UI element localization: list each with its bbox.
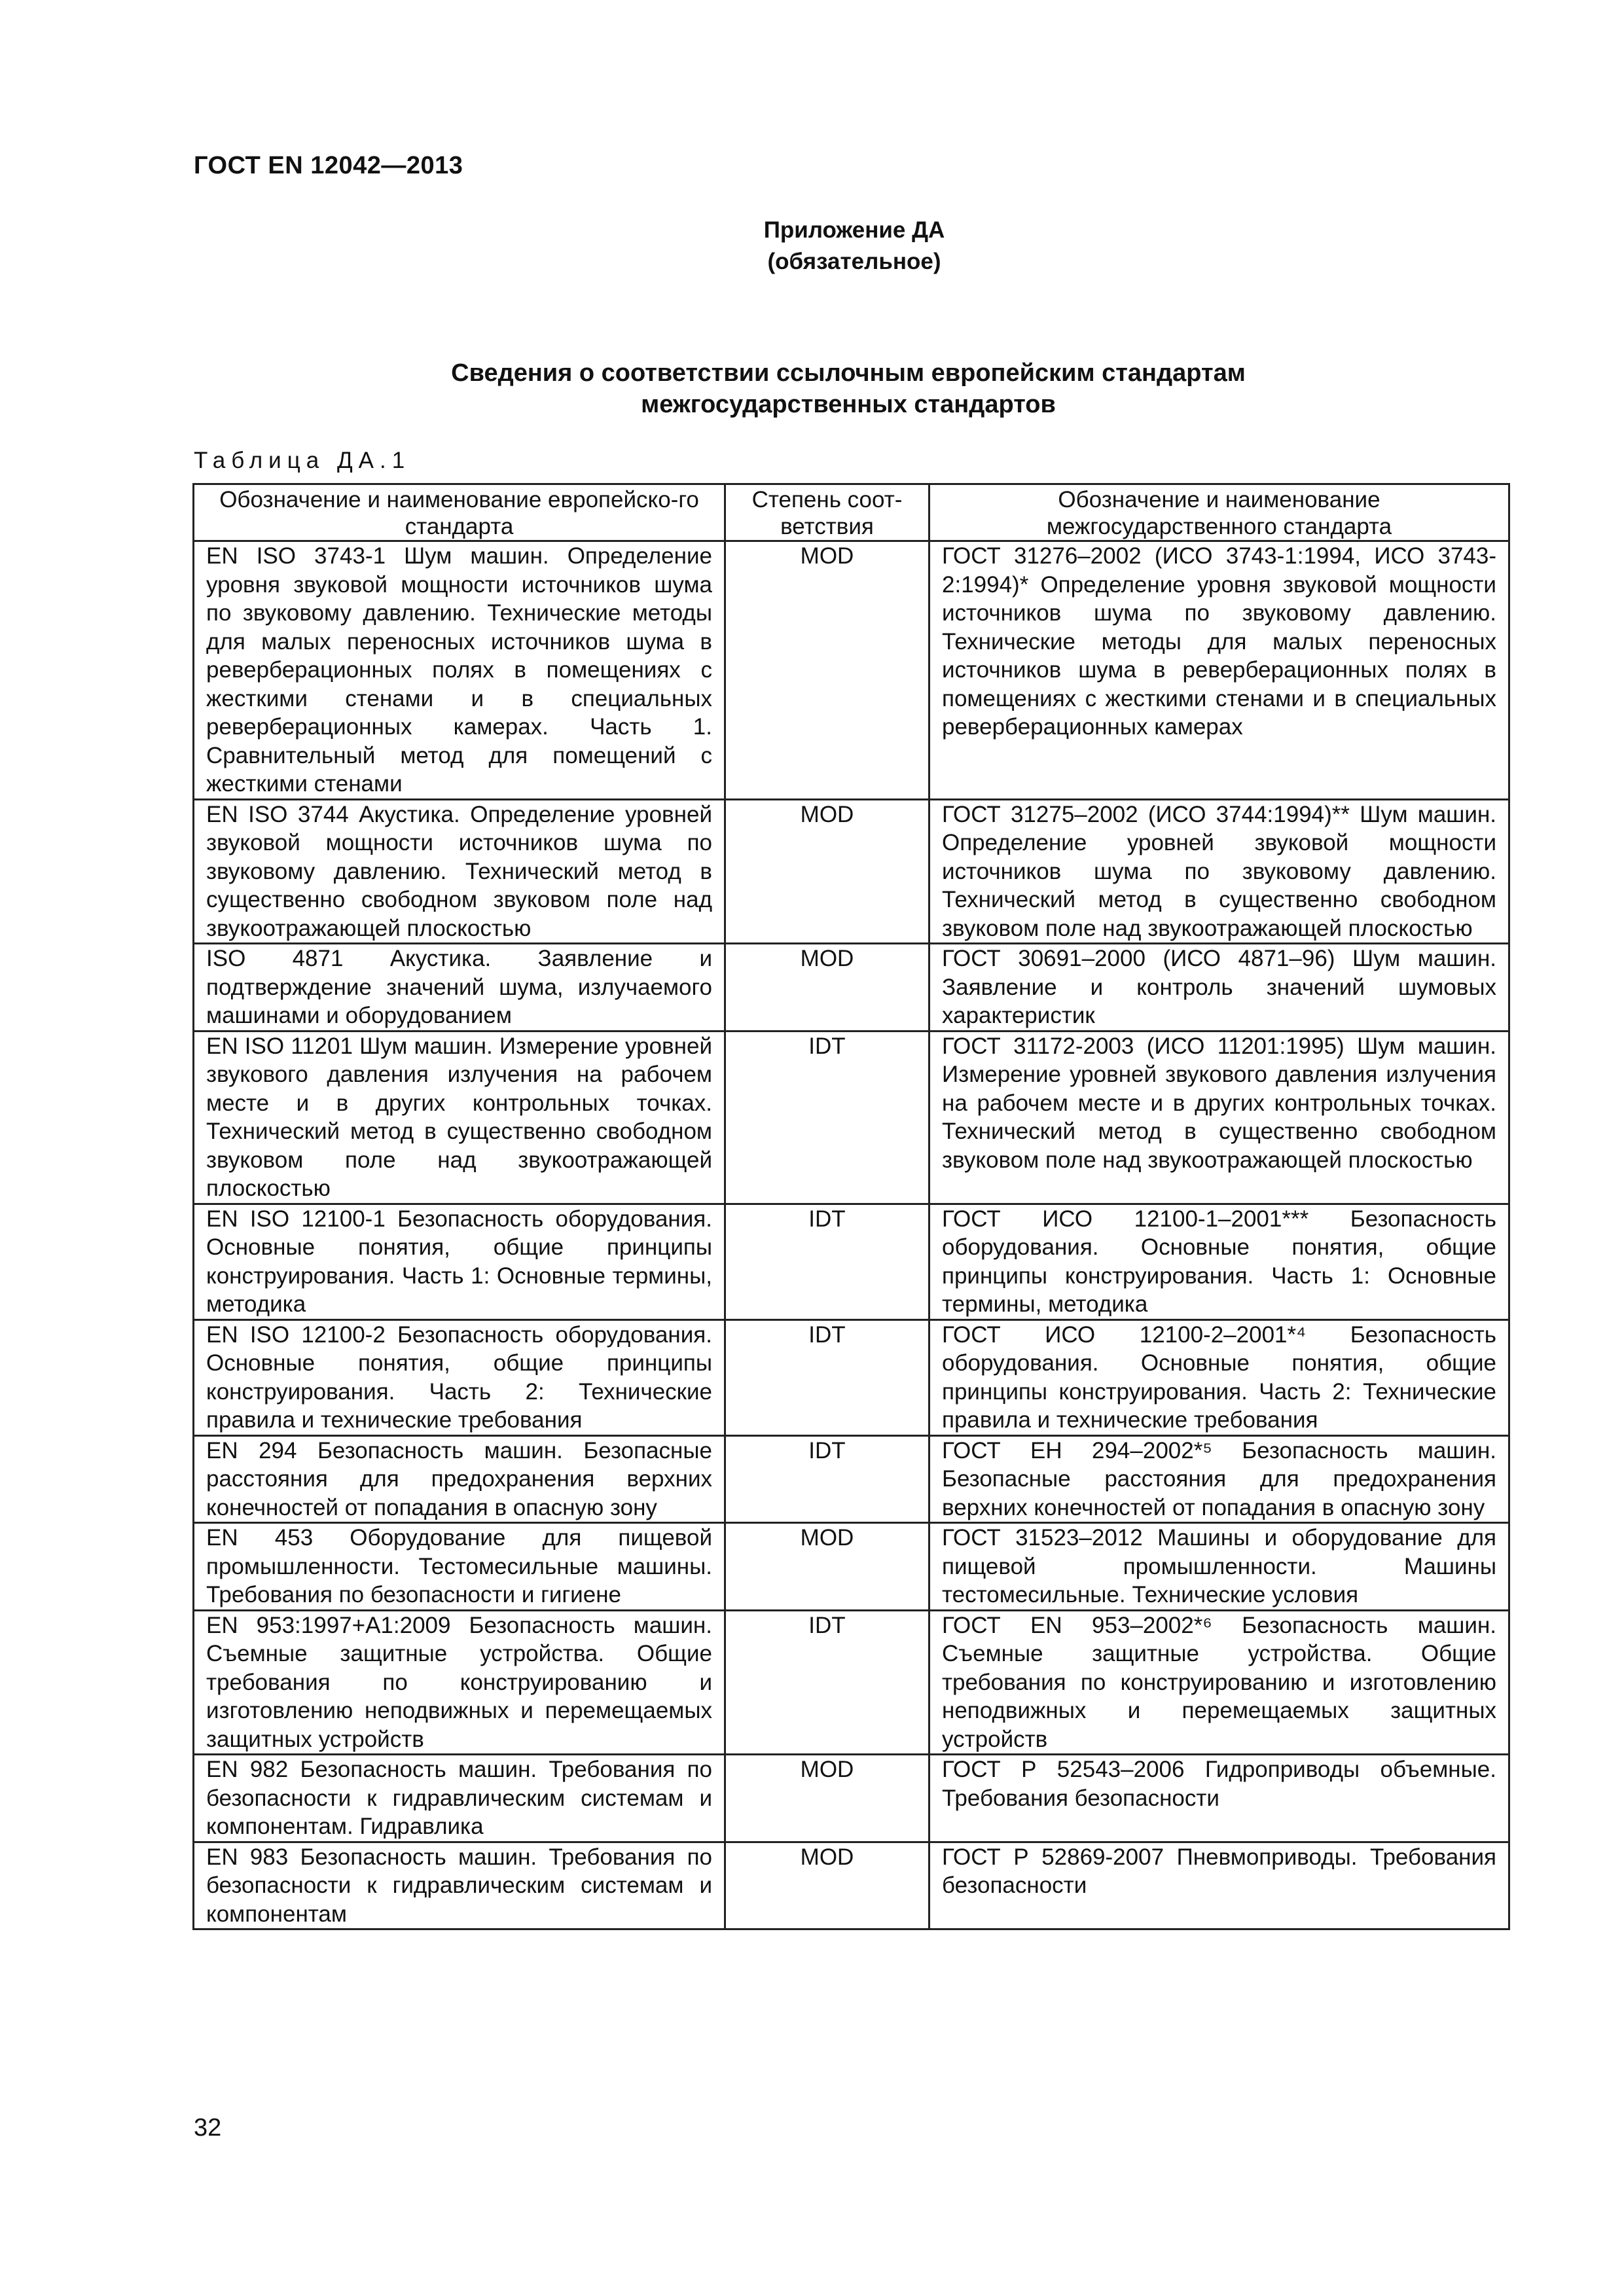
european-standard-cell: EN 982 Безопасность машин. Требования по безопасности к гидравлическим системам и компонентам. Гидравлика	[194, 1755, 725, 1842]
appendix-heading	[674, 215, 1034, 278]
header-interstate-standard: Обозначение и наименование межгосударственного стандарта	[929, 484, 1509, 541]
header-degree: Степень соот-ветствия	[725, 484, 929, 541]
document-code: ГОСТ EN 12042—2013	[194, 152, 463, 179]
degree-cell: IDT	[725, 1204, 929, 1319]
interstate-standard-cell: ГОСТ Р 52543–2006 Гидроприводы объемные. Требования безопасности	[929, 1755, 1509, 1842]
standards-table	[192, 483, 1510, 1930]
european-standard-cell: EN 983 Безопасность машин. Требования по безопасности к гидравлическим системам и компонентам	[194, 1842, 725, 1929]
degree-cell: IDT	[725, 1610, 929, 1755]
degree-cell: MOD	[725, 1842, 929, 1929]
table-header-row	[194, 484, 1509, 541]
degree-cell: IDT	[725, 1031, 929, 1204]
table-row	[194, 1523, 1509, 1611]
european-standard-cell: ISO 4871 Акустика. Заявление и подтверждение значений шума, излучаемого машинами и оборудованием	[194, 944, 725, 1031]
table-row	[194, 799, 1509, 944]
appendix-status: (обязательное)	[767, 249, 941, 274]
european-standard-cell: EN ISO 3743-1 Шум машин. Определение уровня звуковой мощности источников шума по звуковому давлению. Технические методы для малых переносных источников шума в реверберационных полях в помещениях с жесткими стенами и в специальных реверберационных камерах. Часть 1. Сравнительный метод для помещений с жесткими стенами	[194, 541, 725, 800]
table-row	[194, 1435, 1509, 1523]
section-title	[194, 357, 1503, 420]
degree-cell: MOD	[725, 1523, 929, 1611]
european-standard-cell: EN 953:1997+A1:2009 Безопасность машин. Съемные защитные устройства. Общие требования по конструированию и изготовлению неподвижных и перемещаемых защитных устройств	[194, 1610, 725, 1755]
appendix-title: Приложение ДА	[763, 217, 945, 243]
interstate-standard-cell: ГОСТ ИСО 12100-2–2001*⁴ Безопасность оборудования. Основные понятия, общие принципы конструирования. Часть 2: Технические правила и технические требования	[929, 1319, 1509, 1435]
table-row	[194, 1755, 1509, 1842]
degree-cell: MOD	[725, 799, 929, 944]
interstate-standard-cell: ГОСТ ЕН 294–2002*⁵ Безопасность машин. Безопасные расстояния для предохранения верхних конечностей от попадания в опасную зону	[929, 1435, 1509, 1523]
interstate-standard-cell: ГОСТ 31172-2003 (ИСО 11201:1995) Шум машин. Измерение уровней звукового давления излучения на рабочем месте и в других контрольных точках. Технический метод в существенно свободном звуковом поле над звукоотражающей плоскостью	[929, 1031, 1509, 1204]
table-row	[194, 1842, 1509, 1929]
european-standard-cell: EN 453 Оборудование для пищевой промышленности. Тестомесильные машины. Требования по безопасности и гигиене	[194, 1523, 725, 1611]
degree-cell: MOD	[725, 1755, 929, 1842]
degree-cell: IDT	[725, 1319, 929, 1435]
table-row	[194, 1319, 1509, 1435]
interstate-standard-cell: ГОСТ 31523–2012 Машины и оборудование для пищевой промышленности. Машины тестомесильные. Технические условия	[929, 1523, 1509, 1611]
european-standard-cell: EN 294 Безопасность машин. Безопасные расстояния для предохранения верхних конечностей от попадания в опасную зону	[194, 1435, 725, 1523]
table-row	[194, 1031, 1509, 1204]
interstate-standard-cell: ГОСТ ИСО 12100-1–2001*** Безопасность оборудования. Основные понятия, общие принципы конструирования. Часть 1: Основные термины, методика	[929, 1204, 1509, 1319]
header-european-standard: Обозначение и наименование европейско-го стандарта	[194, 484, 725, 541]
table-row	[194, 1204, 1509, 1319]
table-row	[194, 1610, 1509, 1755]
european-standard-cell: EN ISO 11201 Шум машин. Измерение уровней звукового давления излучения на рабочем месте и в других контрольных точках. Технический метод в существенно свободном звуковом поле над звукоотражающей плоскостью	[194, 1031, 725, 1204]
european-standard-cell: EN ISO 12100-1 Безопасность оборудования. Основные понятия, общие принципы конструирования. Часть 1: Основные термины, методика	[194, 1204, 725, 1319]
interstate-standard-cell: ГОСТ 31276–2002 (ИСО 3743-1:1994, ИСО 3743-2:1994)* Определение уровня звуковой мощности источников шума по звуковому давлению. Технические методы для малых переносных источников шума в реверберационных полях в помещениях с жесткими стенами и в специальных реверберационных камерах	[929, 541, 1509, 800]
page-number: 32	[194, 2114, 222, 2142]
degree-cell: IDT	[725, 1435, 929, 1523]
section-title-line2: межгосударственных стандартов	[641, 391, 1056, 418]
interstate-standard-cell: ГОСТ Р 52869-2007 Пневмоприводы. Требования безопасности	[929, 1842, 1509, 1929]
european-standard-cell: EN ISO 3744 Акустика. Определение уровней звуковой мощности источников шума по звуковому давлению. Технический метод в существенно свободном звуковом поле над звукоотражающей плоскостью	[194, 799, 725, 944]
section-title-line1: Сведения о соответствии ссылочным европейским стандартам	[451, 359, 1246, 387]
degree-cell: MOD	[725, 944, 929, 1031]
interstate-standard-cell: ГОСТ 31275–2002 (ИСО 3744:1994)** Шум машин. Определение уровней звуковой мощности источников шума по звуковому давлению. Технический метод в существенно свободном звуковом поле над звукоотражающей плоскостью	[929, 799, 1509, 944]
degree-cell: MOD	[725, 541, 929, 800]
interstate-standard-cell: ГОСТ 30691–2000 (ИСО 4871–96) Шум машин. Заявление и контроль значений шумовых характеристик	[929, 944, 1509, 1031]
table-row	[194, 541, 1509, 800]
table-caption: Таблица ДА.1	[194, 448, 411, 473]
table-row	[194, 944, 1509, 1031]
interstate-standard-cell: ГОСТ EN 953–2002*⁶ Безопасность машин. Съемные защитные устройства. Общие требования по конструированию и изготовлению неподвижных и перемещаемых защитных устройств	[929, 1610, 1509, 1755]
european-standard-cell: EN ISO 12100-2 Безопасность оборудования. Основные понятия, общие принципы конструирования. Часть 2: Технические правила и технические требования	[194, 1319, 725, 1435]
